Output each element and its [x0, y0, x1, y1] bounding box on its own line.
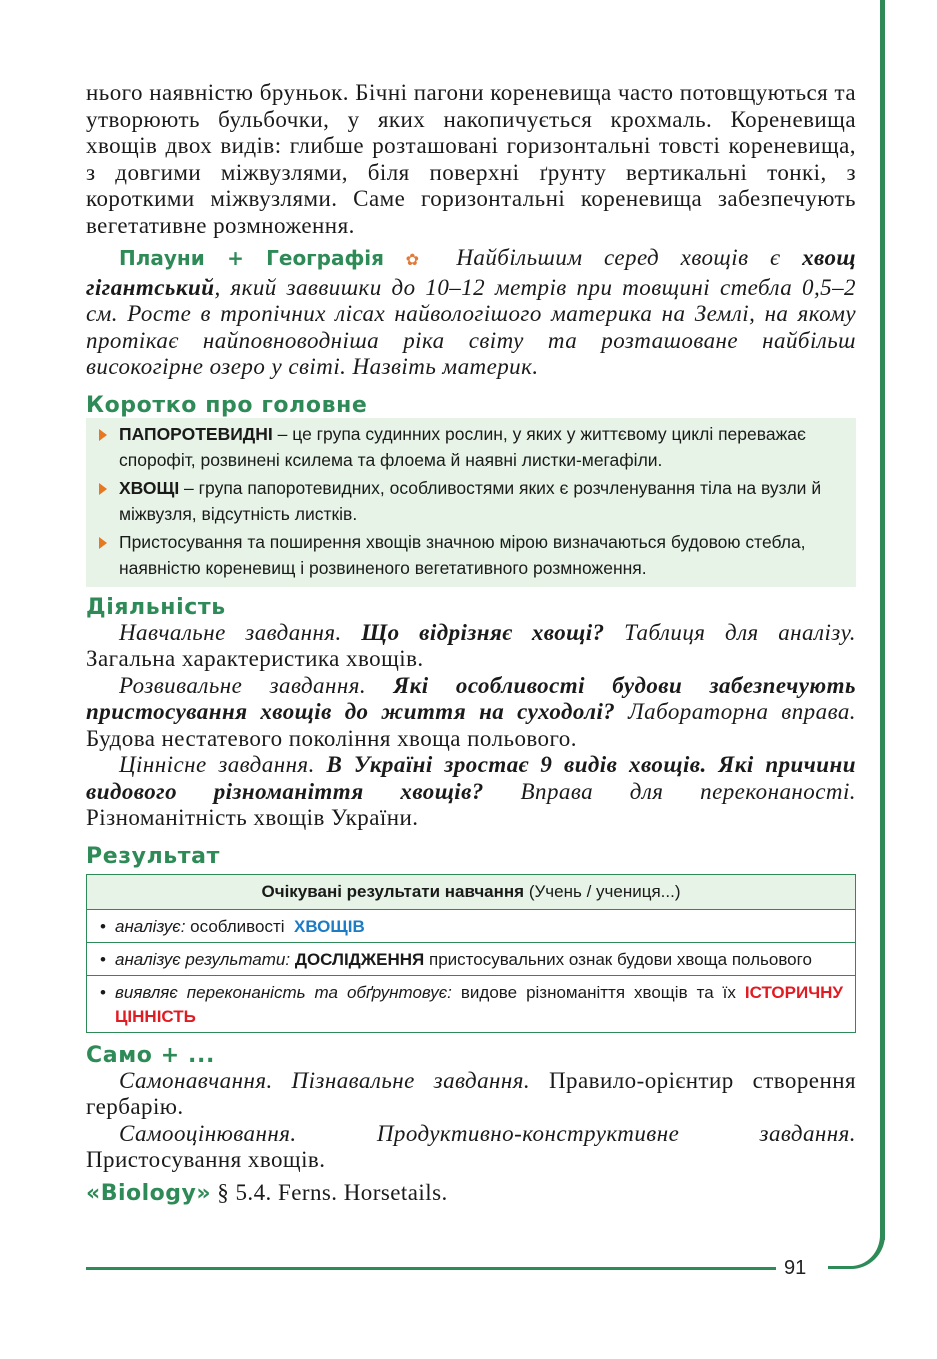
task-title: Різноманітність хвощів України. — [86, 805, 419, 830]
page-bottom-line — [86, 1267, 776, 1270]
task-question: Які особливості будови забезпечують пристосування хвощів до життя на суходолі? — [86, 672, 856, 724]
geography-text-2: , який заввишки до 10–12 метрів при товщині стебла 0,5–2 см. Росте в тропічних лісах найвологішого материка на Землі, на якому протікає найповноводніша ріка світу та розташоване найбільш високогірне озеро у світі. Назвіть материк. — [86, 274, 856, 379]
page-content — [86, 80, 856, 1207]
self-italic: Самооцінювання. Продуктивно-конструктивне завдання. — [119, 1120, 856, 1146]
continuation-paragraph: нього наявністю бруньок. Бічні пагони кореневища часто потовщуються та утворюють бульбочки, у яких накопичується крохмаль. Кореневища хвощів двох видів: глибше розташовані горизонтальні товсті кореневища, з довгими міжвузлями, біля поверхні ґрунту вертикальні тонкі, з короткими міжвузлями. Саме горизонтальні кореневища забезпечують вегетативне розмноження. — [86, 80, 856, 238]
row-highlight: ДОСЛІДЖЕННЯ — [294, 949, 425, 969]
bullet-icon: • — [100, 916, 106, 936]
summary-text: – група папоротевидних, особливостями яких є розчленування тіла на вузли й міжвузля, відсутність листків. — [119, 477, 822, 524]
arrow-icon — [86, 529, 119, 583]
activity-task — [86, 620, 856, 673]
activity-heading: Діяльність — [86, 594, 226, 620]
self-paragraph — [86, 1121, 856, 1174]
summary-term: ХВОЩІ — [119, 477, 180, 498]
task-type: Ціннісне завдання. — [119, 752, 315, 777]
row-highlight: ІСТОРИЧНУ ЦІННІСТЬ — [115, 982, 843, 1026]
task-question: Що відрізняє хвощі? — [361, 619, 605, 645]
results-table — [86, 874, 856, 1033]
summary-heading: Коротко про головне — [86, 392, 368, 418]
geography-text-1: Найбільшим серед хвощів є — [456, 245, 803, 270]
row-verb: аналізує: — [115, 916, 186, 936]
geography-label: Плауни + Географія — [119, 246, 384, 270]
arrow-icon — [86, 421, 119, 475]
table-row — [87, 943, 855, 976]
summary-term: ПАПОРОТЕВИДНІ — [119, 423, 273, 444]
self-heading: Само + ... — [86, 1042, 215, 1068]
row-text: особливості — [190, 916, 285, 936]
task-kind: Лабораторна вправа. — [628, 699, 857, 724]
summary-text: Пристосування та поширення хвощів значною мірою визначаються будовою стебла, наявністю кореневищ і розвиненого вегетативного розмноження. — [119, 531, 806, 578]
task-title: Будова нестатевого покоління хвоща польового. — [86, 725, 577, 751]
row-highlight: ХВОЩІВ — [293, 916, 365, 936]
self-text: Пристосування хвощів. — [86, 1147, 326, 1172]
row-text: видове різноманіття хвощів та їх — [460, 982, 736, 1002]
flower-icon: ✿ — [405, 252, 435, 269]
task-title: Загальна характеристика хвощів. — [86, 646, 424, 671]
result-heading: Результат — [86, 843, 220, 869]
task-type: Розвивальне завдання. — [119, 672, 367, 698]
self-paragraph — [86, 1068, 856, 1121]
bullet-icon: • — [100, 949, 106, 969]
activity-task — [86, 673, 856, 753]
task-kind: Таблиця для аналізу. — [624, 619, 856, 645]
activity-task — [86, 752, 856, 832]
biology-reference — [86, 1180, 856, 1208]
page-number: 91 — [784, 1257, 807, 1279]
task-kind: Вправа для переконаності. — [520, 778, 857, 804]
summary-text: – це група судинних рослин, у яких у життєвому циклі переважає спорофіт, розвинені ксилема та флоема й наявні листки-мегафіли. — [119, 423, 806, 470]
geography-paragraph — [86, 245, 856, 381]
row-verb: аналізує результати: — [115, 949, 291, 969]
page-frame-right — [880, 0, 885, 1240]
table-row — [87, 976, 855, 1032]
self-text: Правило-орієнтир створення гербарію. — [86, 1067, 856, 1119]
summary-item — [86, 475, 856, 529]
row-verb: виявляє переконаність та обґрунтовує: — [115, 982, 452, 1002]
table-row — [87, 910, 855, 943]
biology-label: «Biology» — [86, 1180, 212, 1206]
arrow-icon — [86, 475, 119, 529]
page-frame-corner — [828, 1218, 885, 1269]
table-head-rest: (Учень / учениця...) — [528, 881, 681, 901]
summary-item — [86, 529, 856, 583]
summary-item — [86, 421, 856, 475]
row-tail: пристосувальних ознак будови хвоща польового — [429, 949, 812, 969]
bullet-icon: • — [100, 982, 106, 1002]
geography-bold: хвощ гігантський — [86, 245, 857, 300]
task-question: В Україні зростає 9 видів хвощів. Які причини видового різноманіття хвощів? — [86, 752, 856, 804]
results-table-header — [87, 875, 855, 910]
self-italic: Самонавчання. Пізнавальне завдання. — [119, 1067, 531, 1093]
task-type: Навчальне завдання. — [119, 619, 342, 645]
biology-text: § 5.4. Ferns. Horsetails. — [217, 1179, 448, 1205]
summary-box — [86, 418, 856, 587]
table-head-bold: Очікувані результати навчання — [261, 881, 525, 901]
